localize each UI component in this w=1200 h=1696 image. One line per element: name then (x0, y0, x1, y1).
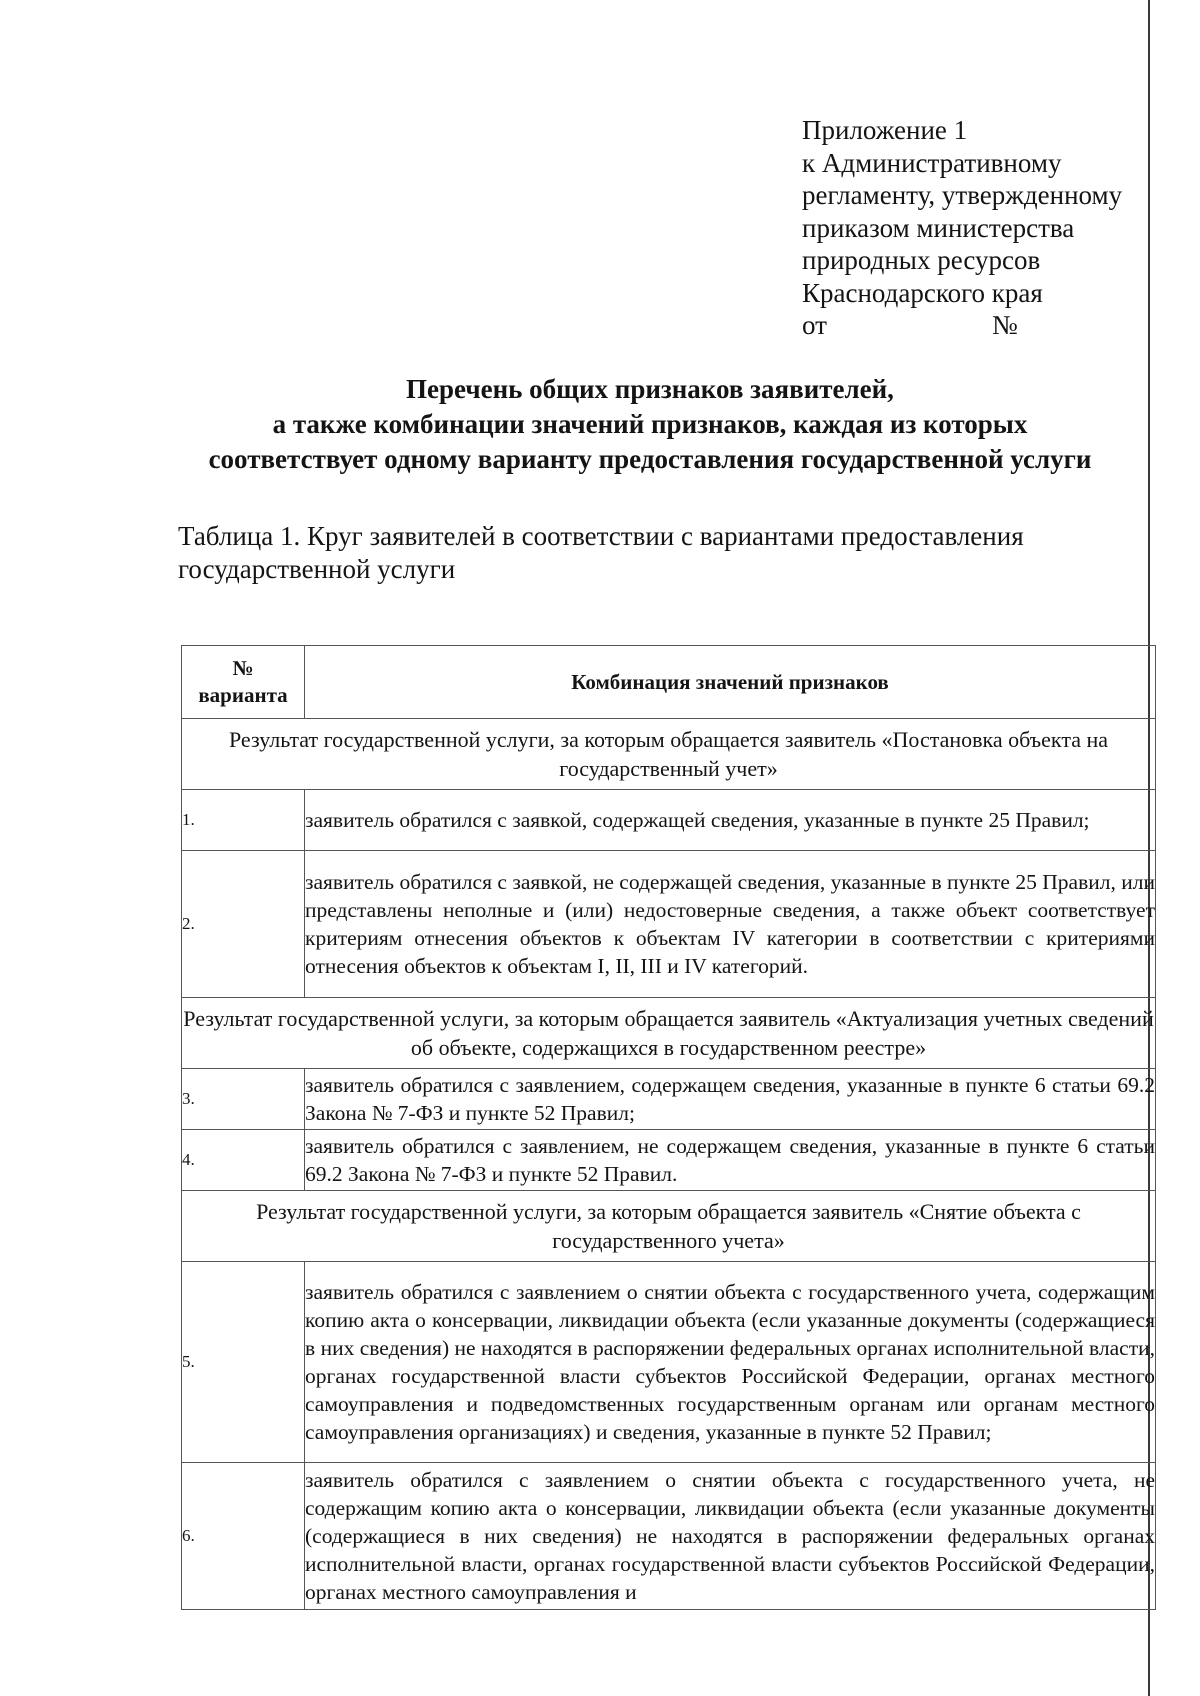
table-row (182, 851, 1156, 998)
appendix-line: Приложение 1 (802, 115, 968, 145)
appendix-line: приказом министерства (802, 212, 1075, 243)
variant-text: заявитель обратился с заявкой, не содержащей сведения, указанные в пункте 25 Правил, или представлены неполные и (или) недостоверные сведения, а также объект соответствует критериям отнесения объектов к объектам IV категории в соответствии с критериями отнесения объектов к объектам I, II, III и IV категорий. (305, 851, 1156, 998)
document-title (150, 372, 1150, 477)
title-line: соответствует одному варианту предоставления государственной услуги (208, 444, 1092, 474)
variant-number: 4. (182, 1130, 305, 1191)
table-caption: Таблица 1. Круг заявителей в соответствии с вариантами предоставления государственной услуги (178, 521, 1024, 584)
variant-number: 3. (182, 1069, 305, 1130)
table-header-row (182, 646, 1156, 719)
appendix-line: к Административному (802, 147, 1062, 178)
section-title: Результат государственной услуги, за которым обращается заявитель «Постановка объекта на государственный учет» (182, 719, 1156, 790)
section-row (182, 1191, 1156, 1262)
table-row (182, 1262, 1156, 1463)
variant-text: заявитель обратился с заявкой, содержащей сведения, указанные в пункте 25 Правил; (305, 790, 1156, 851)
applicants-table (181, 645, 1156, 1610)
header-variant-no (182, 646, 305, 719)
variant-text: заявитель обратился с заявлением, не содержащем сведения, указанные в пункте 6 статьи 69.2 Закона № 7-ФЗ и пункте 52 Правил. (305, 1130, 1156, 1191)
variant-number: 5. (182, 1262, 305, 1463)
variant-text: заявитель обратился с заявлением, содержащем сведения, указанные в пункте 6 статьи 69.2 Закона № 7-ФЗ и пункте 52 Правил; (305, 1069, 1156, 1130)
appendix-line: природных ресурсов (802, 245, 1041, 275)
section-row (182, 998, 1156, 1069)
header-no-word: варианта (198, 683, 288, 707)
header-combination: Комбинация значений признаков (305, 646, 1156, 719)
variant-number: 6. (182, 1463, 305, 1610)
section-title: Результат государственной услуги, за которым обращается заявитель «Снятие объекта с государственного учета» (182, 1191, 1156, 1262)
table-row (182, 1069, 1156, 1130)
variant-text: заявитель обратился с заявлением о снятии объекта с государственного учета, содержащим копию акта о консервации, ликвидации объекта (если указанные документы (содержащиеся в них сведения) не находятся в распоряжении федеральных органах исполнительной власти, органах государственной власти субъектов Российской Федерации, органах местного самоуправления и подведомственных государственным органам или органам местного самоуправления организациях) и сведения, указанные в пункте 52 Правил; (305, 1262, 1156, 1463)
appendix-line: Краснодарского края (802, 277, 1043, 308)
variant-text: заявитель обратился с заявлением о снятии объекта с государственного учета, не содержащим копию акта о консервации, ликвидации объекта (если указанные документы (содержащиеся в них сведения) не находятся в распоряжении федеральных органах исполнительной власти, органах государственной власти субъектов Российской Федерации, органах местного самоуправления и (305, 1463, 1156, 1610)
title-line: а также комбинации значений признаков, каждая из которых (272, 409, 1028, 439)
variant-number: 1. (182, 790, 305, 851)
table-row (182, 790, 1156, 851)
number-label: № (992, 310, 1018, 340)
section-row (182, 719, 1156, 790)
appendix-line: регламенту, утвержденному (802, 180, 1123, 210)
title-line: Перечень общих признаков заявителей, (406, 374, 894, 404)
appendix-date-row (802, 309, 1152, 342)
section-title: Результат государственной услуги, за которым обращается заявитель «Актуализация учетных сведений об объекте, содержащихся в государственном реестре» (182, 998, 1156, 1069)
table-row (182, 1463, 1156, 1610)
header-no-sign: № (232, 656, 254, 680)
table-row (182, 1130, 1156, 1191)
date-label: от (802, 310, 827, 340)
appendix-block (802, 114, 1152, 342)
variant-number: 2. (182, 851, 305, 998)
